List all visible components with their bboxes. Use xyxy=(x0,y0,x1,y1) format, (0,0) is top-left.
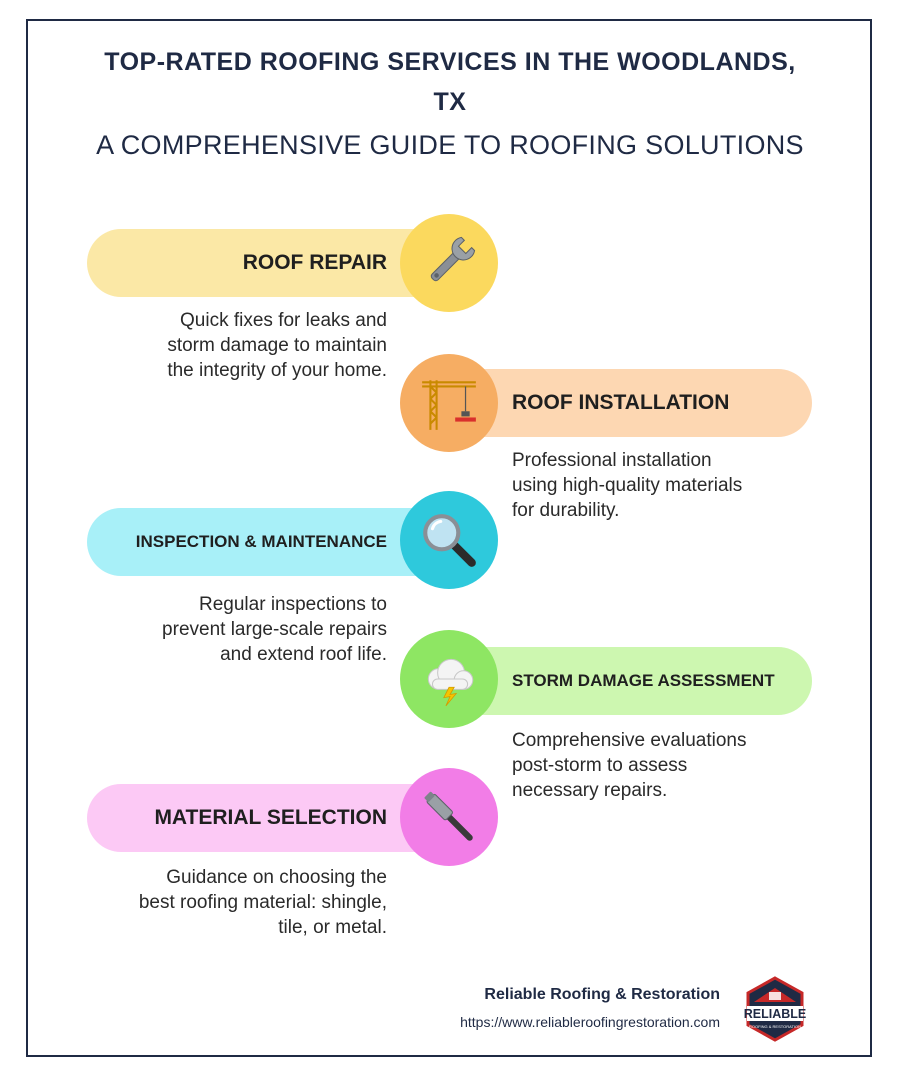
company-url[interactable]: https://www.reliableroofingrestoration.com xyxy=(460,1014,720,1030)
crane-icon xyxy=(418,372,480,434)
service-label: ROOF REPAIR xyxy=(242,251,387,274)
service-description: Regular inspections to prevent large-scale repairs and extend roof life. xyxy=(162,594,387,665)
storm-cloud-icon xyxy=(418,648,480,710)
page-title-line-2: TX xyxy=(433,88,467,116)
company-name: Reliable Roofing & Restoration xyxy=(484,986,720,1003)
magnifying-glass-icon xyxy=(418,509,480,571)
service-label: INSPECTION & MAINTENANCE xyxy=(135,532,387,551)
service-description: Professional installation using high-quality materials for durability. xyxy=(512,450,743,521)
page-subtitle: A COMPREHENSIVE GUIDE TO ROOFING SOLUTIONS xyxy=(96,130,804,160)
service-description: Quick fixes for leaks and storm damage to maintain the integrity of your home. xyxy=(167,310,387,381)
service-description: Comprehensive evaluations post-storm to assess necessary repairs. xyxy=(512,730,747,801)
service-label: MATERIAL SELECTION xyxy=(154,806,387,829)
service-icon-circle xyxy=(400,354,498,452)
service-icon-circle xyxy=(400,630,498,728)
page-title-line-1: TOP-RATED ROOFING SERVICES IN THE WOODLANDS, xyxy=(104,48,796,76)
hammer-icon xyxy=(418,786,480,848)
svg-text:RELIABLE: RELIABLE xyxy=(743,1007,807,1021)
service-icon-circle xyxy=(400,214,498,312)
company-logo xyxy=(742,976,808,1042)
wrench-icon xyxy=(418,232,480,294)
service-icon-circle xyxy=(400,491,498,589)
service-description: Guidance on choosing the best roofing material: shingle, tile, or metal. xyxy=(138,867,387,938)
service-label: ROOF INSTALLATION xyxy=(512,391,730,414)
service-icon-circle xyxy=(400,768,498,866)
svg-text:ROOFING & RESTORATION: ROOFING & RESTORATION xyxy=(748,1024,802,1029)
service-label: STORM DAMAGE ASSESSMENT xyxy=(512,671,775,690)
